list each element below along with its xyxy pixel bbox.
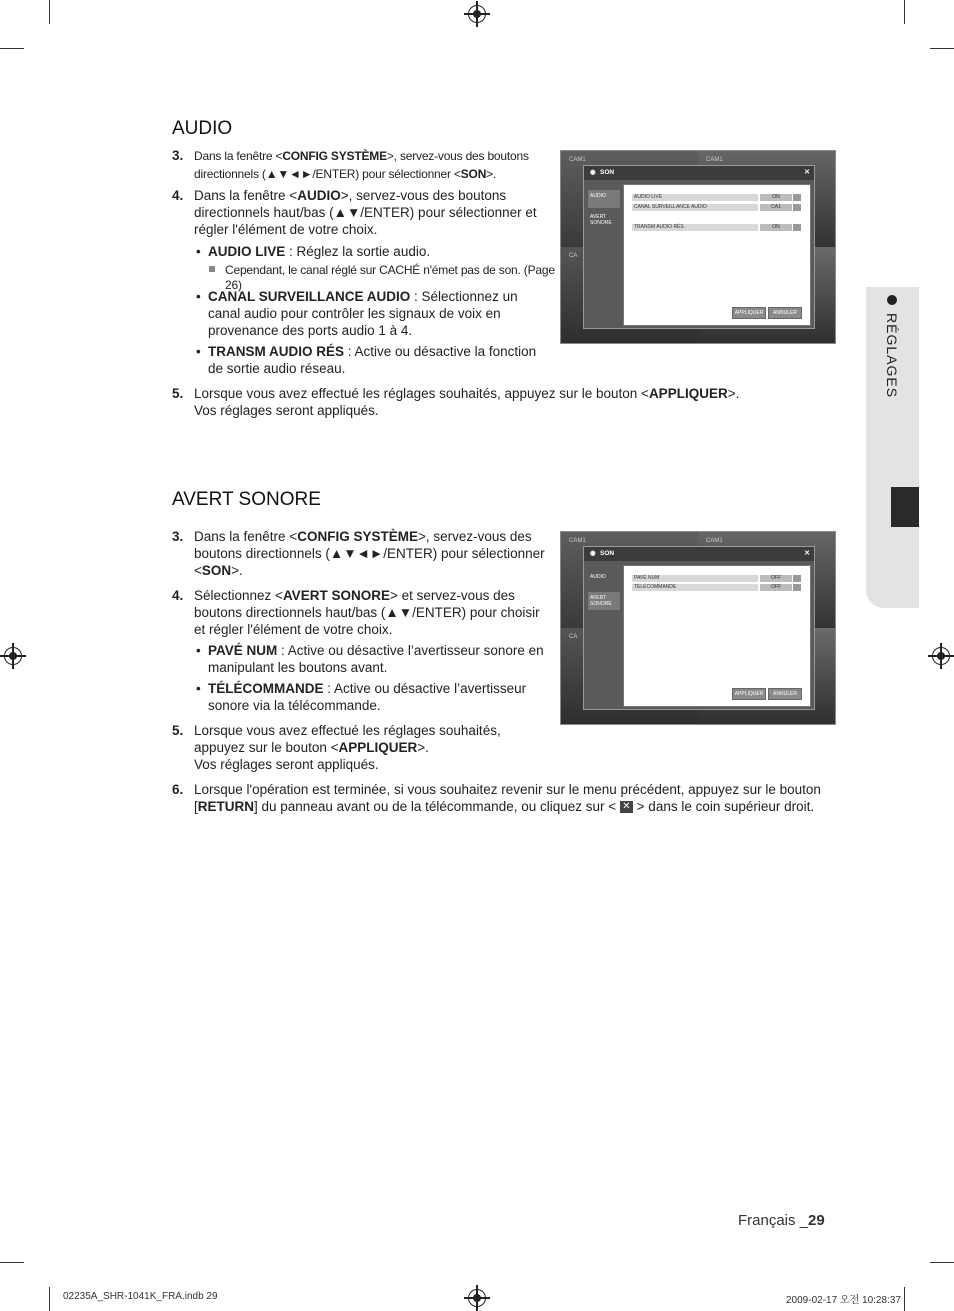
audio-step-5: 5. Lorsque vous avez effectué les réglages souhaités, appuyez sur le bouton <APPLIQUER>. Vos réglages seront appliqués. [172,386,740,418]
registration-mark-icon [4,647,22,665]
registration-mark-icon [468,1289,486,1307]
audio-note: Cependant, le canal réglé sur CACHÉ n'émet pas de son. (Page 26) [225,263,565,293]
close-icon[interactable]: ✕ [804,169,810,176]
setting-row[interactable]: CANAL SURVEILLANCE AUDIO CA1 [632,204,802,211]
crop-mark [904,0,905,24]
menu-item-audio[interactable]: AUDIO [590,574,606,580]
son-dialog [583,546,815,710]
chapter-marker [891,487,919,527]
footer-file: 02235A_SHR-1041K_FRA.indb 29 [63,1291,218,1302]
crop-mark [930,1262,954,1263]
chapter-side-tab [866,287,919,608]
footer-date: 2009-02-17 오전 10:28:37 [786,1295,901,1306]
updown-arrow-icon [793,194,801,201]
menu-item-audio[interactable]: AUDIO [588,190,620,208]
cam-label: CAM1 [569,157,586,163]
son-audio-screenshot [560,150,836,344]
avert-bullet-telecommande: • TÉLÉCOMMANDE : Active ou désactive l’avertisseur sonore via la télécommande. [196,681,527,713]
audio-step-4: 4. Dans la fenêtre <AUDIO>, servez-vous des boutons directionnels haut/bas (▲▼/ENTER) pour sélectionner et régler l'élément de votre choix. [172,188,537,237]
updown-arrow-icon [793,204,801,211]
settings-panel [623,184,811,326]
avert-step-3: 3. Dans la fenêtre <CONFIG SYSTÈME>, servez-vous des boutons directionnels (▲▼◄►/ENTER) pour sélectionner <SON>. [172,529,545,578]
dialog-titlebar [584,166,814,180]
setting-row[interactable]: PAVÉ NUM OFF [632,575,802,582]
chapter-label: RÉGLAGES [884,313,900,399]
cam-label: CA [569,253,578,259]
son-avert-sonore-screenshot [560,531,836,725]
dialog-titlebar [584,547,814,561]
apply-button[interactable]: APPLIQUER [732,307,766,319]
menu-item-avert-sonore[interactable]: AVERT SONORE [588,592,620,610]
section-heading-avert-sonore: AVERT SONORE [172,489,321,510]
updown-arrow-icon [793,584,801,591]
bullet-dot-icon [887,295,897,305]
cancel-button[interactable]: ANNULER [768,688,802,700]
cam-label: CAM1 [706,538,723,544]
close-icon[interactable]: ✕ [804,550,810,557]
updown-arrow-icon [793,575,801,582]
crop-mark [0,1262,24,1263]
crop-mark [49,0,50,24]
crop-mark [904,1287,905,1311]
avert-step-5: 5. Lorsque vous avez effectué les réglages souhaités, appuyez sur le bouton <APPLIQUER>. Vos réglages seront appliqués. [172,723,501,772]
close-icon: ✕ [620,801,633,813]
crop-mark [49,1287,50,1311]
cancel-button[interactable]: ANNULER [768,307,802,319]
audio-step-3: 3. Dans la fenêtre <CONFIG SYSTÈME>, servez-vous des boutons directionnels (▲▼◄►/ENTER) pour sélectionner <SON>. [172,148,529,181]
cam-label: CAM1 [706,157,723,163]
apply-button[interactable]: APPLIQUER [732,688,766,700]
avert-step-6: 6. Lorsque l'opération est terminée, si vous souhaitez revenir sur le menu précédent, appuyez sur le bouton [RETURN] du panneau avant ou de la télécommande, ou cliquez sur < ✕ > dans le coin supérieur droit. [172,782,821,814]
registration-mark-icon [468,5,486,23]
avert-bullet-pave-num: • PAVÉ NUM : Active ou désactive l’avertisseur sonore en manipulant les boutons avant. [196,643,544,675]
note-square-icon [209,266,215,272]
dialog-title: SON [600,550,615,557]
dialog-title: SON [600,169,615,176]
updown-arrow-icon [793,224,801,231]
audio-bullet-canal: • CANAL SURVEILLANCE AUDIO : Sélectionnez un canal audio pour contrôler les signaux de voix en provenance des ports audio 1 à 4. [196,289,518,338]
cam-label: CA [569,634,578,640]
page-number: Français _29 [738,1212,825,1229]
menu-item-avert-sonore[interactable]: AVERT SONORE [590,214,612,226]
section-heading-audio: AUDIO [172,118,233,139]
avert-step-4: 4. Sélectionnez <AVERT SONORE> et servez-vous des boutons directionnels haut/bas (▲▼/ENTER) pour choisir et régler l'élément de votre choix. [172,588,540,637]
speaker-icon: ◉ [590,550,596,557]
crop-mark [930,48,954,49]
setting-row[interactable]: AUDIO LIVE ON [632,194,802,201]
cam-label: CAM1 [569,538,586,544]
settings-panel [623,565,811,707]
setting-row[interactable]: TÉLÉCOMMANDE OFF [632,584,802,591]
speaker-icon: ◉ [590,169,596,176]
crop-mark [0,48,24,49]
son-dialog [583,165,815,329]
audio-bullet-transm: • TRANSM AUDIO RÉS : Active ou désactive la fonction de sortie audio réseau. [196,344,537,376]
registration-mark-icon [932,647,950,665]
audio-bullet-audio-live: • AUDIO LIVE : Réglez la sortie audio. [196,244,431,259]
setting-row[interactable]: TRANSM AUDIO RÉS ON [632,224,802,231]
